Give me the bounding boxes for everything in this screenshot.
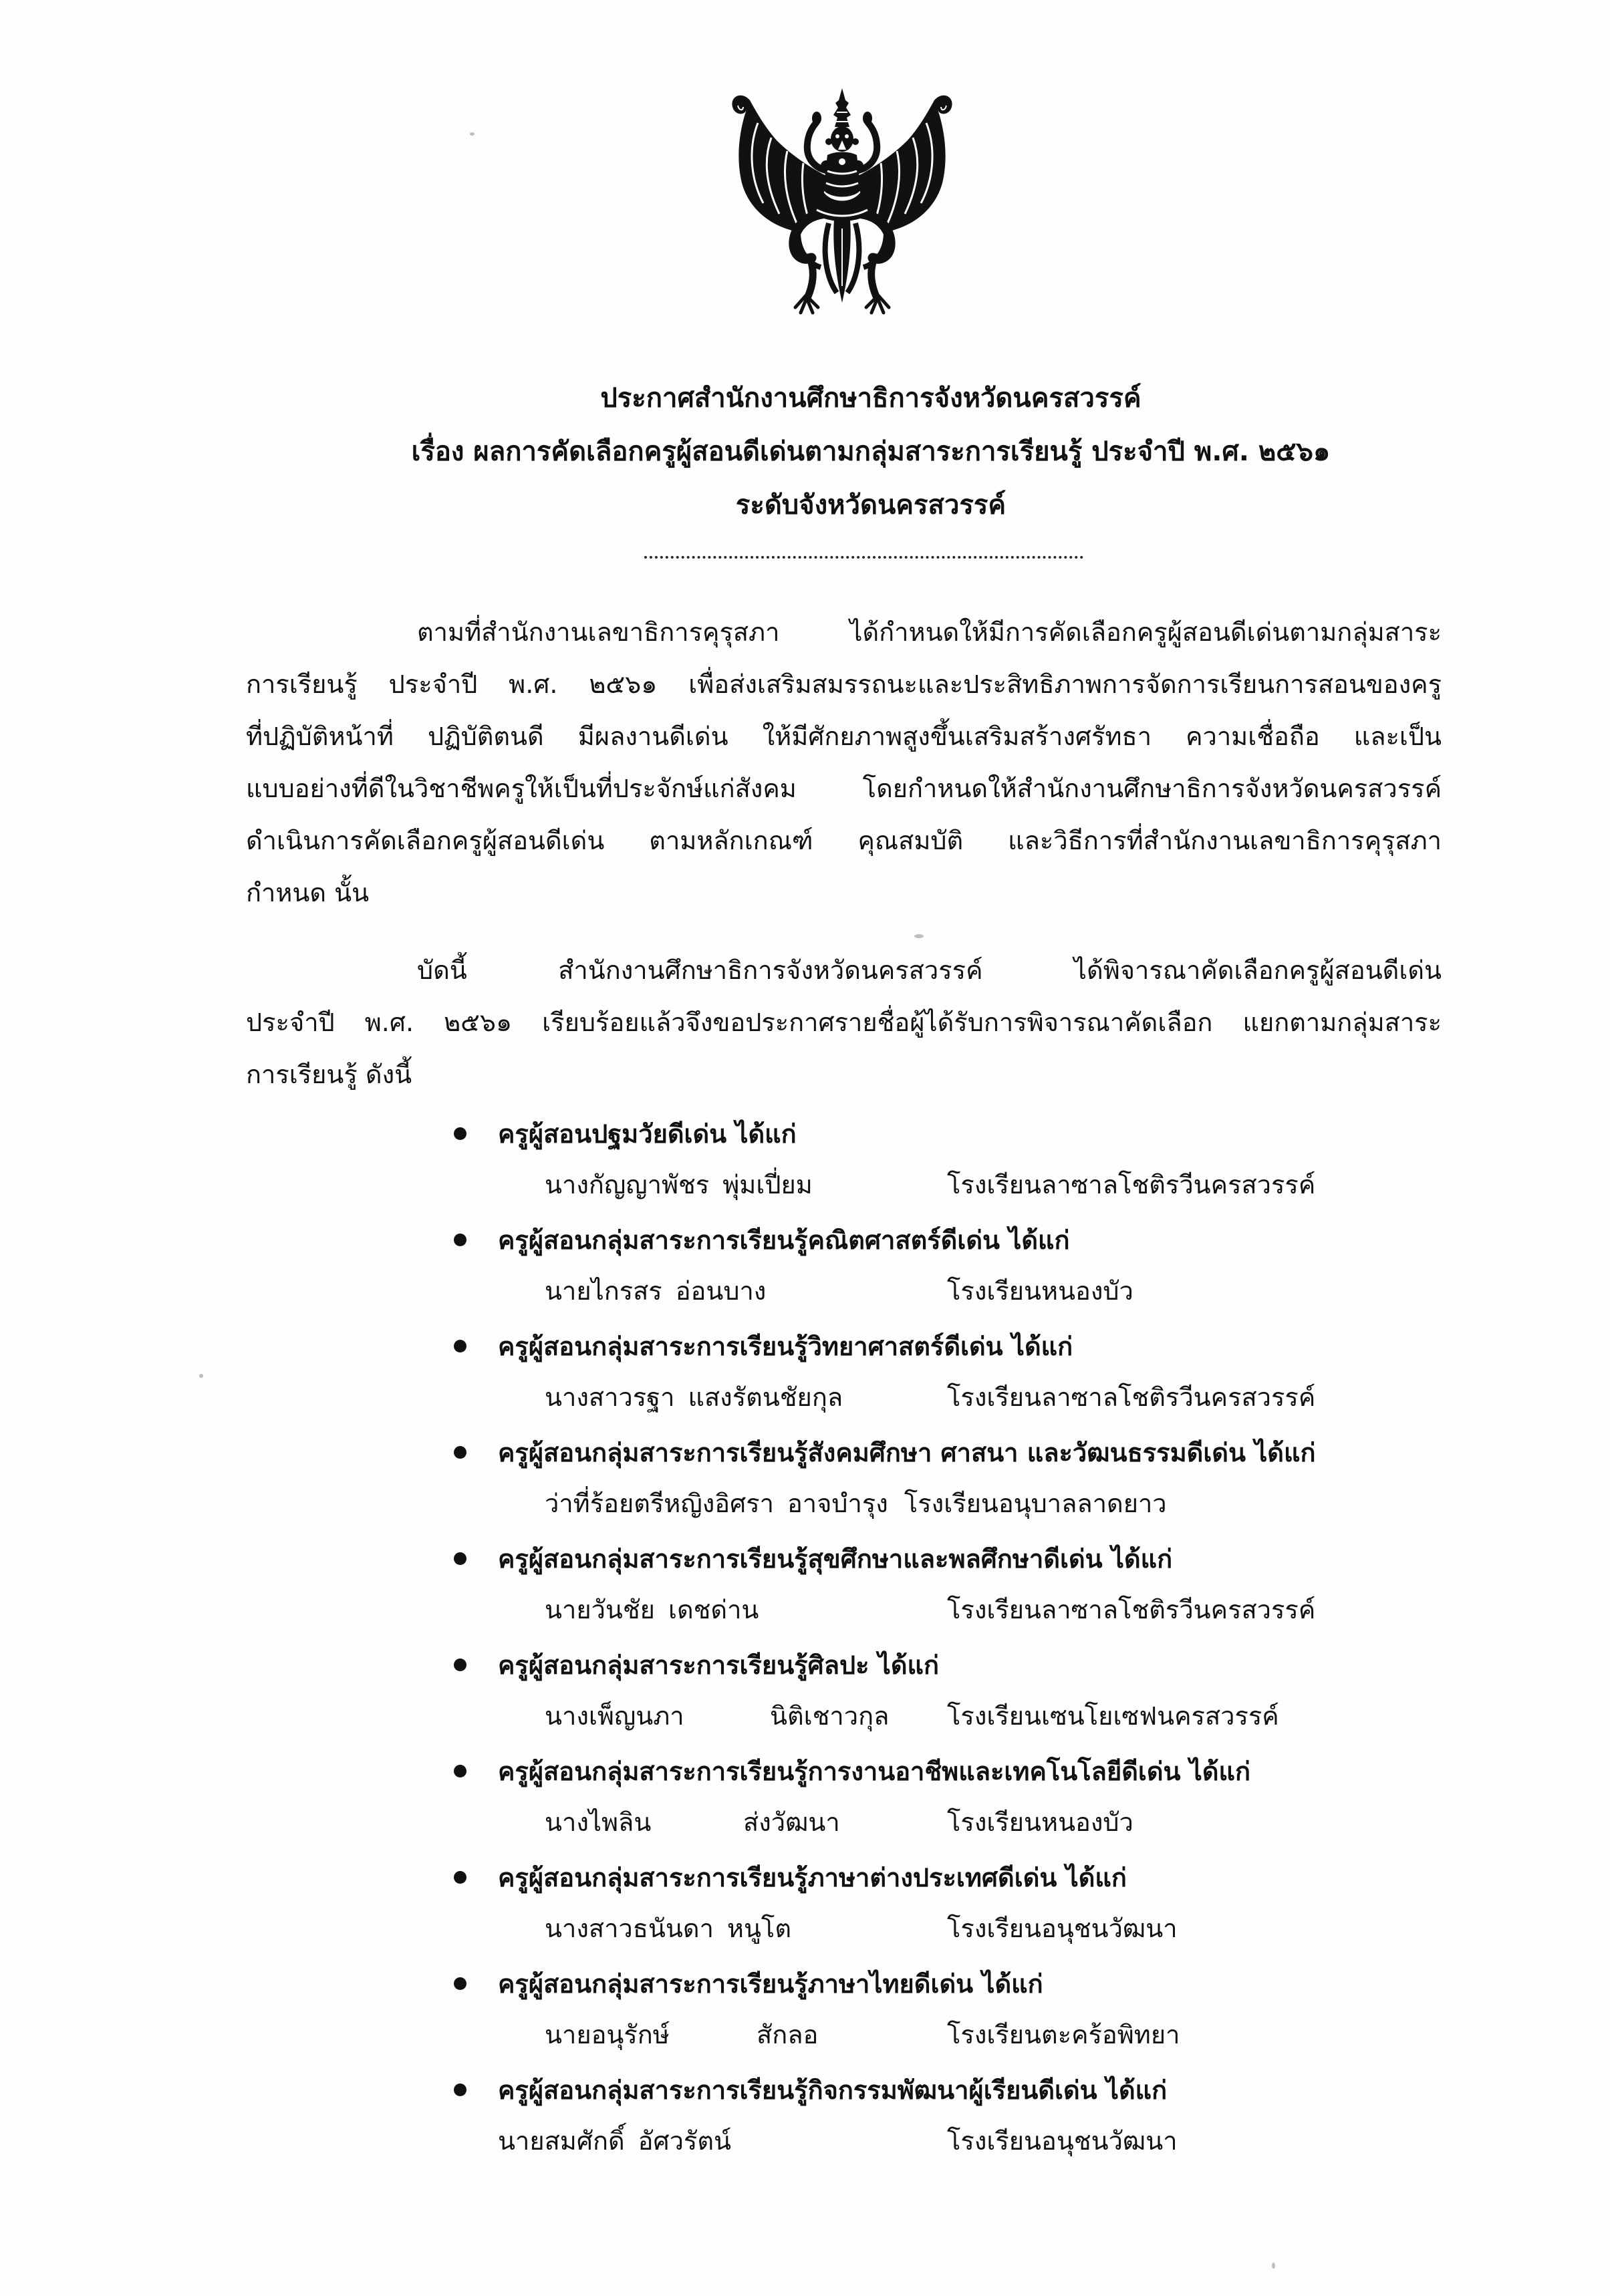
teacher-name xyxy=(498,2116,939,2166)
bullet-icon xyxy=(454,1977,466,1990)
award-item xyxy=(0,2065,1610,2166)
teacher-name xyxy=(545,1372,939,1423)
garuda-emblem xyxy=(728,86,956,316)
paragraph-line: การเรียนรู้ ประจำปี พ.ศ. ๒๕๖๑ เพื่อส่งเสริมสมรรถนะและประสิทธิภาพการจัดการเรียนการสอนของครู xyxy=(246,670,1442,699)
teacher-name xyxy=(545,1691,939,1741)
teacher-name xyxy=(545,1797,939,1848)
bullet-icon xyxy=(454,2084,466,2096)
award-item xyxy=(0,1427,1610,1529)
award-list xyxy=(0,1109,1610,2171)
award-item xyxy=(0,1959,1610,2060)
title-separator xyxy=(644,556,1083,559)
teacher-first-name: นายวันชัย xyxy=(545,1595,655,1624)
award-item xyxy=(0,1109,1610,1210)
teacher-last-name: ส่งวัฒนา xyxy=(743,1808,840,1837)
award-category: ครูผู้สอนกลุ่มสาระการเรียนรู้สุขศึกษาและพลศึกษาดีเด่น ได้แก่ xyxy=(498,1544,1173,1574)
award-item xyxy=(0,1321,1610,1423)
bullet-icon xyxy=(454,1765,466,1777)
paragraph-line: ประจำปี พ.ศ. ๒๕๖๑ เรียบร้อยแล้วจึงขอประกาศรายชื่อผู้ได้รับการพิจารณาคัดเลือก แยกตามกลุ่มสาระ xyxy=(246,1008,1442,1037)
school-name: โรงเรียนตะคร้อพิทยา xyxy=(947,2020,1180,2049)
school-name: โรงเรียนอนุชนวัฒนา xyxy=(947,2126,1178,2156)
bullet-icon xyxy=(454,1871,466,1884)
award-category: ครูผู้สอนกลุ่มสาระการเรียนรู้วิทยาศาสตร์ดีเด่น ได้แก่ xyxy=(498,1332,1073,1361)
teacher-first-name: นายอนุรักษ์ xyxy=(545,2020,670,2049)
award-category: ครูผู้สอนกลุ่มสาระการเรียนรู้กิจกรรมพัฒนาผู้เรียนดีเด่น ได้แก่ xyxy=(498,2075,1168,2105)
award-category: ครูผู้สอนกลุ่มสาระการเรียนรู้ภาษาไทยดีเด่น ได้แก่ xyxy=(498,1969,1043,1999)
announcement-heading xyxy=(269,372,1472,532)
paragraph-line: การเรียนรู้ ดังนี้ xyxy=(246,1060,412,1089)
award-category: ครูผู้สอนกลุ่มสาระการเรียนรู้ภาษาต่างประเทศดีเด่น ได้แก่ xyxy=(498,1863,1127,1892)
intro-paragraph xyxy=(246,606,1442,919)
scan-speck xyxy=(470,132,475,136)
award-item xyxy=(0,1746,1610,1848)
teacher-name xyxy=(545,1584,939,1635)
result-paragraph xyxy=(246,944,1442,1101)
bullet-icon xyxy=(454,1446,466,1459)
paragraph-line: กำหนด นั้น xyxy=(246,878,370,907)
paragraph-line: ดำเนินการคัดเลือกครูผู้สอนดีเด่น ตามหลักเกณฑ์ คุณสมบัติ และวิธีการที่สำนักงานเลขาธิการคุรุสภา xyxy=(246,826,1442,855)
bullet-icon xyxy=(454,1340,466,1352)
bullet-icon xyxy=(454,1659,466,1671)
teacher-last-name: อาจบำรุง xyxy=(787,1489,888,1518)
award-category: ครูผู้สอนกลุ่มสาระการเรียนรู้คณิตศาสตร์ดีเด่น ได้แก่ xyxy=(498,1226,1070,1255)
school-name: โรงเรียนเซนโยเซฟนครสวรรค์ xyxy=(947,1701,1279,1731)
teacher-name xyxy=(545,1266,939,1316)
school-name: โรงเรียนลาซาลโชติรวีนครสวรรค์ xyxy=(947,1170,1316,1199)
award-category: ครูผู้สอนกลุ่มสาระการเรียนรู้สังคมศึกษา ศาสนา และวัฒนธรรมดีเด่น ได้แก่ xyxy=(498,1438,1316,1467)
school-name: โรงเรียนหนองบัว xyxy=(947,1808,1133,1837)
teacher-first-name: นางเพ็ญนภา xyxy=(545,1701,684,1731)
announcement-title: ประกาศสำนักงานศึกษาธิการจังหวัดนครสวรรค์ xyxy=(600,383,1142,414)
award-item xyxy=(0,1215,1610,1316)
announcement-level: ระดับจังหวัดนครสวรรค์ xyxy=(735,490,1007,521)
school-name: โรงเรียนหนองบัว xyxy=(947,1276,1133,1306)
teacher-first-name: นางกัญญาพัชร xyxy=(545,1170,710,1199)
teacher-first-name: นางไพลิน xyxy=(545,1808,652,1837)
paragraph-line: บัดนี้ สำนักงานศึกษาธิการจังหวัดนครสวรรค์ ได้พิจารณาคัดเลือกครูผู้สอนดีเด่น xyxy=(417,956,1442,985)
teacher-first-name: ว่าที่ร้อยตรีหญิงอิศรา xyxy=(545,1489,774,1518)
teacher-last-name: สักลอ xyxy=(757,2020,819,2049)
award-item xyxy=(0,1852,1610,1954)
bullet-icon xyxy=(454,1234,466,1246)
paragraph-line: แบบอย่างที่ดีในวิชาชีพครูให้เป็นที่ประจักษ์แก่สังคม โดยกำหนดให้สำนักงานศึกษาธิการจังหวัดนครสวรรค์ xyxy=(246,774,1442,803)
award-category: ครูผู้สอนกลุ่มสาระการเรียนรู้ศิลปะ ได้แก่ xyxy=(498,1651,940,1680)
teacher-last-name: อ่อนบาง xyxy=(675,1276,767,1306)
teacher-last-name: พุ่มเปี่ยม xyxy=(722,1170,813,1199)
announcement-subject: เรื่อง ผลการคัดเลือกครูผู้สอนดีเด่นตามกลุ่มสาระการเรียนรู้ ประจำปี พ.ศ. ๒๕๖๑ xyxy=(411,436,1331,467)
teacher-first-name: นายสมศักดิ์ xyxy=(498,2126,625,2156)
teacher-name xyxy=(545,2009,939,2060)
school-name: โรงเรียนลาซาลโชติรวีนครสวรรค์ xyxy=(947,1383,1316,1412)
teacher-last-name: แสงรัตนชัยกุล xyxy=(688,1383,843,1412)
award-item xyxy=(0,1640,1610,1741)
school-name: โรงเรียนลาซาลโชติรวีนครสวรรค์ xyxy=(947,1595,1316,1624)
teacher-first-name: นางสาวธนันดา xyxy=(545,1914,714,1943)
bullet-icon xyxy=(454,1552,466,1565)
award-item xyxy=(0,1534,1610,1635)
teacher-last-name: หนูโต xyxy=(726,1914,792,1943)
scan-speck xyxy=(1272,2263,1275,2269)
teacher-last-name: อัศวรัตน์ xyxy=(638,2126,731,2156)
award-category: ครูผู้สอนกลุ่มสาระการเรียนรู้การงานอาชีพและเทคโนโลยีดีเด่น ได้แก่ xyxy=(498,1757,1251,1786)
paragraph-line: ตามที่สำนักงานเลขาธิการคุรุสภา ได้กำหนดให้มีการคัดเลือกครูผู้สอนดีเด่นตามกลุ่มสาระ xyxy=(417,617,1442,647)
bullet-icon xyxy=(454,1127,466,1140)
scan-speck xyxy=(914,934,924,938)
teacher-first-name: นางสาวรฐา xyxy=(545,1383,675,1412)
teacher-name xyxy=(545,1903,939,1954)
teacher-last-name: เดชด่าน xyxy=(668,1595,759,1624)
school-name: โรงเรียนอนุบาลลาดยาว xyxy=(904,1489,1167,1518)
teacher-first-name: นายไกรสร xyxy=(545,1276,662,1306)
school-name: โรงเรียนอนุชนวัฒนา xyxy=(947,1914,1178,1943)
award-category: ครูผู้สอนปฐมวัยดีเด่น ได้แก่ xyxy=(498,1119,797,1149)
teacher-name xyxy=(545,1159,939,1210)
paragraph-line: ที่ปฏิบัติหน้าที่ ปฏิบัติตนดี มีผลงานดีเด่น ให้มีศักยภาพสูงขึ้นเสริมสร้างศรัทธา ความเชื่อถือ และเป็น xyxy=(246,722,1442,751)
teacher-last-name: นิติเชาวกุล xyxy=(770,1701,890,1731)
teacher-name xyxy=(545,1478,1414,1529)
